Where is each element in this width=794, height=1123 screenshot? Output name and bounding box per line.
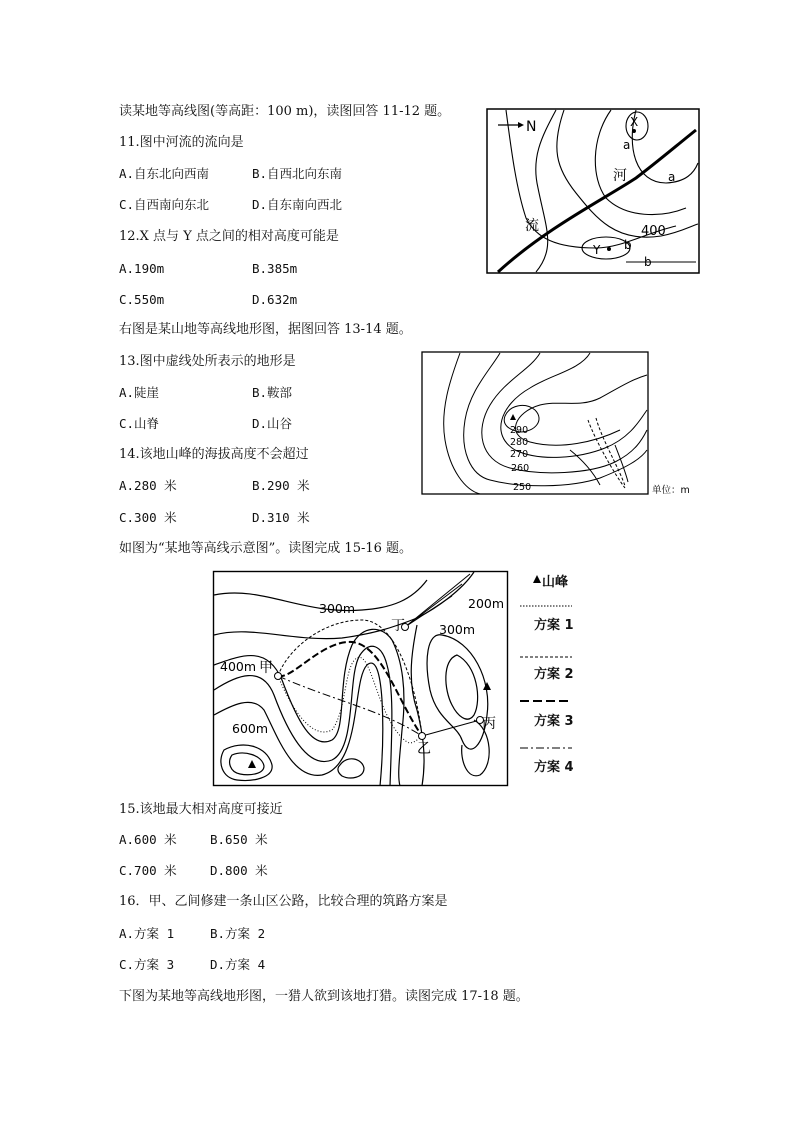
option-14-b: B.290 米 bbox=[252, 478, 310, 493]
option-11-c: C.自西南向东北 bbox=[119, 197, 210, 212]
contour-270: 270 bbox=[510, 449, 529, 460]
label-600m: 600m bbox=[232, 721, 269, 736]
question-15: 15.该地最大相对高度可接近 bbox=[119, 802, 283, 817]
intro-15-16: 如图为“某地等高线示意图”。读图完成 15-16 题。 bbox=[119, 541, 413, 556]
option-13-d: D.山谷 bbox=[252, 416, 293, 431]
place-jia: 甲 bbox=[259, 660, 273, 676]
intro-17-18: 下图为某地等高线地形图，一猎人欲到该地打猎。读图完成 17-18 题。 bbox=[119, 989, 529, 1004]
label-300m-right: 300m bbox=[439, 622, 476, 637]
option-16-c: C.方案 3 bbox=[119, 957, 175, 972]
option-15-a: A.600 米 bbox=[119, 832, 177, 847]
option-16-a: A.方案 1 bbox=[119, 926, 175, 941]
option-11-d: D.自东南向西北 bbox=[252, 197, 343, 212]
legend-plan1-label: 方案 1 bbox=[534, 618, 574, 633]
contour-map-3 bbox=[212, 570, 512, 788]
legend-plan2-line bbox=[520, 655, 572, 659]
option-15-b: B.650 米 bbox=[210, 832, 268, 847]
legend-plan1-line bbox=[520, 604, 572, 608]
legend-peak-icon bbox=[532, 574, 542, 584]
letter-b-1: b bbox=[624, 238, 632, 252]
option-12-d: D.632m bbox=[252, 292, 298, 307]
letter-a-2: a bbox=[668, 170, 676, 184]
letter-b-2: b bbox=[644, 255, 652, 269]
option-12-c: C.550m bbox=[119, 292, 165, 307]
unit-label: 单位：m bbox=[652, 485, 690, 496]
legend-plan2-label: 方案 2 bbox=[534, 667, 574, 682]
intro-13-14: 右图是某山地等高线地形图，据图回答 13-14 题。 bbox=[119, 322, 412, 337]
option-15-d: D.800 米 bbox=[210, 863, 268, 878]
option-16-d: D.方案 4 bbox=[210, 957, 266, 972]
question-12: 12.X 点与 Y 点之间的相对高度可能是 bbox=[119, 229, 339, 244]
contour-260: 260 bbox=[511, 463, 530, 474]
legend-plan4-line bbox=[520, 746, 572, 750]
contour-map-2 bbox=[420, 350, 712, 502]
place-ding: 丁 bbox=[391, 618, 405, 634]
option-11-b: B.自西北向东南 bbox=[252, 166, 343, 181]
letter-a-1: a bbox=[623, 138, 631, 152]
option-12-b: B.385m bbox=[252, 261, 298, 276]
option-13-a: A.陡崖 bbox=[119, 385, 160, 400]
contour-250: 250 bbox=[513, 482, 532, 493]
contour-map-1 bbox=[486, 108, 700, 274]
question-13: 13.图中虚线处所表示的地形是 bbox=[119, 354, 296, 369]
question-14: 14.该地山峰的海拔高度不会超过 bbox=[119, 447, 309, 462]
contour-280: 280 bbox=[510, 437, 529, 448]
place-yi: 乙 bbox=[417, 741, 431, 757]
point-y: Y bbox=[593, 243, 601, 257]
river-char-he: 河 bbox=[613, 168, 627, 184]
contour-label-400: 400 bbox=[641, 224, 666, 239]
option-14-c: C.300 米 bbox=[119, 510, 177, 525]
contour-290: 290 bbox=[510, 425, 529, 436]
legend-plan3-label: 方案 3 bbox=[534, 714, 574, 729]
question-11: 11.图中河流的流向是 bbox=[119, 135, 244, 150]
place-bing: 丙 bbox=[482, 716, 496, 732]
option-15-c: C.700 米 bbox=[119, 863, 177, 878]
point-x: X bbox=[630, 115, 639, 129]
option-16-b: B.方案 2 bbox=[210, 926, 266, 941]
intro-11-12: 读某地等高线图(等高距：100 m)，读图回答 11-12 题。 bbox=[119, 104, 451, 119]
legend-plan3-line bbox=[520, 699, 572, 703]
legend-peak-label: 山峰 bbox=[542, 575, 569, 590]
question-16: 16．甲、乙间修建一条山区公路，比较合理的筑路方案是 bbox=[119, 894, 448, 909]
north-label: N bbox=[526, 119, 537, 135]
label-400m: 400m bbox=[220, 659, 257, 674]
legend-plan4-label: 方案 4 bbox=[534, 760, 574, 775]
option-13-c: C.山脊 bbox=[119, 416, 160, 431]
option-12-a: A.190m bbox=[119, 261, 165, 276]
label-300m-top: 300m bbox=[319, 601, 356, 616]
river-char-liu: 流 bbox=[525, 218, 539, 234]
option-14-a: A.280 米 bbox=[119, 478, 177, 493]
option-13-b: B.鞍部 bbox=[252, 385, 293, 400]
label-200m: 200m bbox=[468, 596, 505, 611]
option-14-d: D.310 米 bbox=[252, 510, 310, 525]
option-11-a: A.自东北向西南 bbox=[119, 166, 210, 181]
